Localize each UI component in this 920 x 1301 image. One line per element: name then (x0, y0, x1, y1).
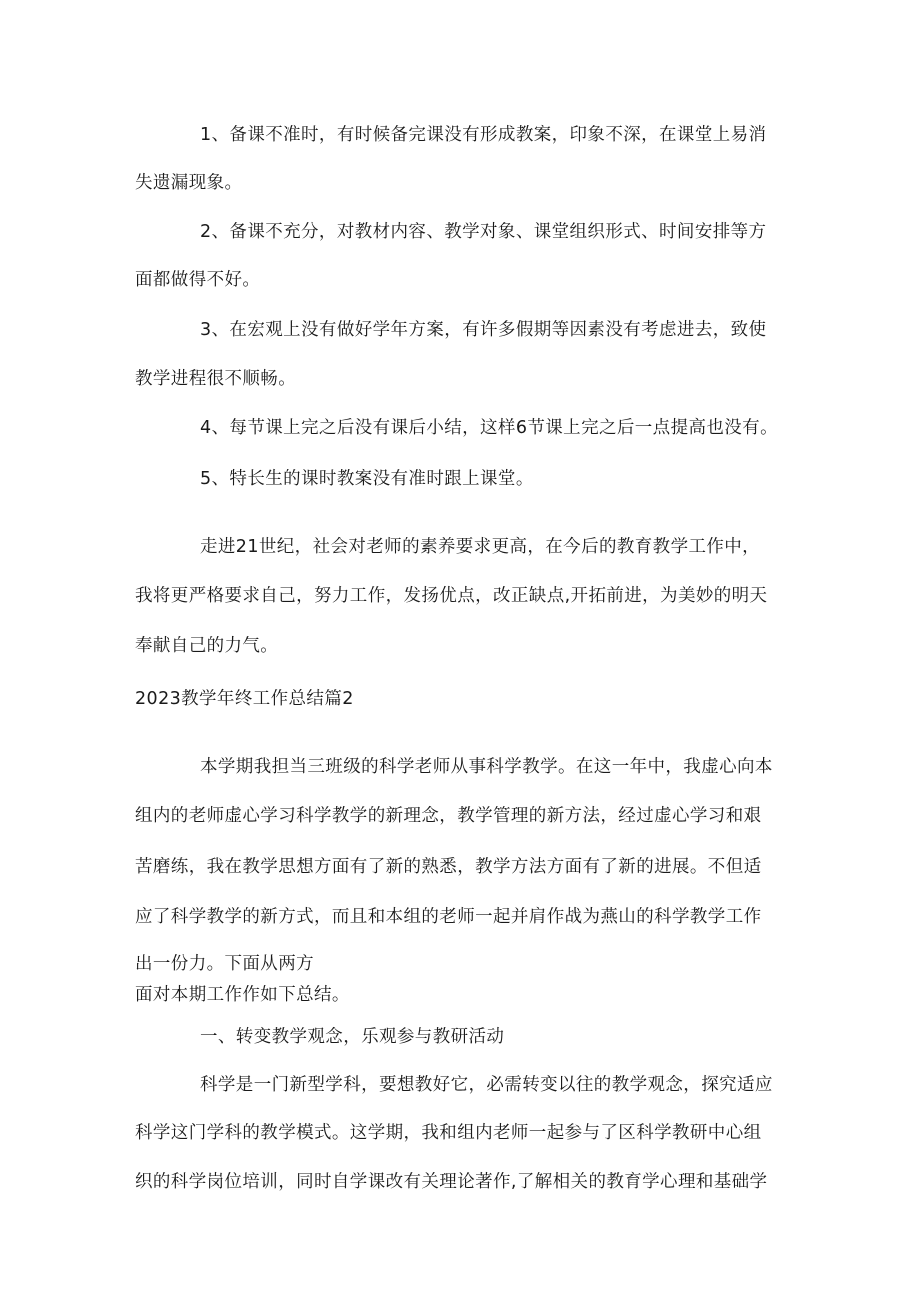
intro-line-6: 面对本期工作作如下总结。 (135, 985, 350, 1005)
intro-line-3: 苦磨练，我在教学思想方面有了新的熟悉，教学方法方面有了新的进展。不但适 (135, 857, 762, 877)
list-item-5: 5、特长生的课时教案没有准时跟上课堂。 (200, 469, 534, 489)
list-item-2-line-1: 2、备课不充分，对教材内容、教学对象、课堂组织形式、时间安排等方 (200, 222, 767, 242)
list-item-1-line-1: 1、备课不准时，有时候备完课没有形成教案，印象不深，在课堂上易消 (200, 125, 767, 145)
list-item-3-line-2: 教学进程很不顺畅。 (135, 369, 297, 389)
conclusion-line-1: 走进21世纪，社会对老师的素养要求更高，在今后的教育教学工作中， (200, 537, 761, 557)
body-line-1: 科学是一门新型学科，要想教好它，必需转变以往的教学观念，探究适应 (200, 1075, 773, 1095)
body-line-3: 织的科学岗位培训，同时自学课改有关理论著作,了解相关的教育学心理和基础学 (135, 1172, 768, 1192)
conclusion-line-2: 我将更严格要求自己，努力工作，发扬优点，改正缺点,开拓前进，为美妙的明天 (135, 586, 768, 606)
list-item-4: 4、每节课上完之后没有课后小结，这样6节课上完之后一点提高也没有。 (200, 418, 778, 438)
intro-line-5: 出一份力。下面从两方 (135, 954, 314, 974)
list-item-1-line-2: 失遗漏现象。 (135, 173, 243, 193)
section-title: 2023教学年终工作总结篇2 (135, 689, 354, 709)
list-item-3-line-1: 3、在宏观上没有做好学年方案，有许多假期等因素没有考虑进去，致使 (200, 320, 767, 340)
body-line-2: 科学这门学科的教学模式。这学期，我和组内老师一起参与了区科学教研中心组 (135, 1123, 762, 1143)
subsection-title: 一、转变教学观念，乐观参与教研活动 (200, 1027, 505, 1047)
intro-line-2: 组内的老师虚心学习科学教学的新理念，教学管理的新方法，经过虚心学习和艰 (135, 806, 762, 826)
intro-line-1: 本学期我担当三班级的科学老师从事科学教学。在这一年中，我虚心向本 (200, 757, 773, 777)
list-item-2-line-2: 面都做得不好。 (135, 270, 261, 290)
conclusion-line-3: 奉献自己的力气。 (135, 636, 279, 656)
intro-line-4: 应了科学教学的新方式，而且和本组的老师一起并肩作战为燕山的科学教学工作 (135, 907, 762, 927)
